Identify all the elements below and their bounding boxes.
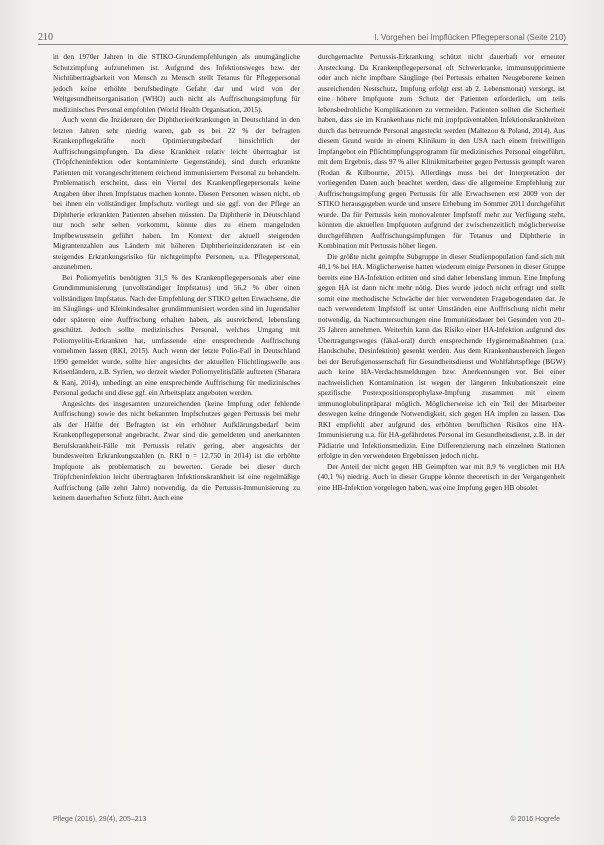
right-column	[318, 52, 565, 493]
left-column	[53, 52, 300, 504]
left-paragraph-1: in den 1970er Jahren in die STIKO-Grundempfehlungen als unumgängliche Schutzimpfung aufzunehmen ist. Aufgrund des Infektionsweges bzw. der Nichtübertragbarkeit von Mensch zu Mensch stellt Tetanus für Pflegepersonal jedoch keine erhöhte berufsbedingte Gefahr dar und wird von der Weltgesundheitsorganisation (WHO) auch nicht als Auffrischungsimpfung für medizinisches Personal empfohlen (World Health Organisation, 2015).	[53, 52, 300, 114]
right-paragraph-1: durchgemachte Pertussis-Erkrankung schützt nicht dauerhaft vor erneuter Ansteckung. Da Krankenpflegepersonal oft Schwerkranke, immunsupprimierte oder auch nicht impfbare Säuglinge (bei Pertussis erhalten Neugeborene keinen ausreichenden Nestschutz, Impfung erfolgt erst ab 2. Lebensmonat) versorgt, ist eine höhere Impfquote zum Schutz der Patienten erforderlich, um teils lebensbedrohliche Komplikationen zu vermeiden. Patienten sollten die Sicherheit haben, dass sie im Krankenhaus nicht mit impfpräventablen Infektionskrankheiten durch das betreuende Personal angesteckt werden (Maltezou & Poland, 2014). Aus diesem Grund wurde in einem Klinikum in den USA nach einem freiwilligen Impfangebot ein Pflichtimpfungsprogramm für medizinisches Personal eingeführt, mit dem Ergebnis, dass 97 % aller Klinikmitarbeiter gegen Pertussis geimpft waren (Rodan & Kilbourne, 2015). Allerdings muss bei der Interpretation der vorliegenden Daten auch beachtet werden, dass die allgemeine Empfehlung zur Auffrischungsimpfung gegen Pertussis für alle Erwachsenen erst 2009 von der STIKO herausgegeben wurde und unsere Erhebung im Sommer 2011 durchgeführt wurde. Da für Pertussis kein monovalenter Impfstoff mehr zur Verfügung steht, könnten die aktuellen Impfquoten aufgrund der zwischenzeitlich möglicherweise durchgeführten Auffrischungsimpfungen für Tetanus und Diphtherie in Kombination mit Pertussis höher liegen.	[318, 52, 565, 250]
page-number: 210	[38, 32, 53, 43]
footer-citation: Pflege (2016), 29(4), 205–213	[53, 816, 147, 823]
footer-publisher: © 2016 Hogrefe	[510, 816, 560, 823]
right-paragraph-2: Die größte nicht geimpfte Subgruppe in dieser Studienpopulation fand sich mit 40,1 % bei HA. Möglicherweise hatten wiederum einige Personen in dieser Gruppe bereits eine HA-Infektion erlitten und sind daher lebenslang immun. Eine Impfung gegen HA ist dann nicht mehr nötig. Dies wurde jedoch nicht erfragt und stellt somit eine methodische Schwäche der hier verwendeten Fragebogendaten dar. Je nach verwendetem Impfstoff ist unter Umständen eine Auffrischung nicht mehr notwendig, da Nachuntersuchungen eine Immunitätsdauer bei Gesunden von 20–25 Jahren annehmen. Weiterhin kann das Risiko einer HA-Infektion aufgrund des Übertragungsweges (fäkal-oral) durch entsprechende Hygienemaßnahmen (u.a. Handschuhe, Desinfektion) gesenkt werden. Aus dem Krankenhausbereich liegen bei der Berufsgenossenschaft für Gesundheitsdienst und Wohlfahrtspflege (BGW) auch keine HA-Verdachtsmeldungen bzw. Anerkennungen vor. Bei einer nachweislichen Kontamination ist wegen der längeren Inkubationszeit eine spezifische Postexpositionsprophylaxe-Impfung zusammen mit einem immunoglobulinpräparat möglich. Möglicherweise ich ein Teil der Mitarbeiter deswegen keine dringende Notwendigkeit, sich gegen HA impfen zu lassen. Das RKI empfiehlt aber aufgrund des erhöhten beruflichen Risikos eine HA-Immunisierung u.a. für HA-gefährdetes Personal im Gesundheitsdienst, z.B. in der Pädiatrie und Infektionsmedizin. Eine Differenzierung nach einzelnen Stationen erfolgte in den verwendeten Ergebnissen jedoch nicht.	[318, 251, 565, 460]
right-paragraph-3: Der Anteil der nicht gegen HB Geimpften war mit 8,9 % verglichen mit HA (40,1 %) niedrig. Auch in dieser Gruppe könnte theoretisch in der Vergangenheit eine HB-Infektion vorgelegen haben, was eine Impfung gegen HB obsolet	[318, 461, 565, 492]
left-paragraph-3: Bei Poliomyelitis benötigten 31,5 % des Krankenpflegepersonals aber eine Grundimmunisierung (unvollständiger Impfstatus) und 56,2 % über einen vollständigen Impfstatus. Nach der Empfehlung der STIKO gelten Erwachsene, die im Säuglings- und Kleinkindesalter grundimmunisiert worden sind im Jugendalter oder späteren eine Auffrischung erhalten haben, als ausreichend, lebenslang geschützt. Jedoch sollte medizinisches Personal, welches Umgang mit Poliomyelitis-Erkrankten hat, umfassende eine entsprechende Auffrischung vornehmen lassen (RKI, 2015). Auch wenn der letzte Polio-Fall in Deutschland 1990 gemeldet wurde, sollte hier angesichts der aktuellen Flüchtlingswelle aus Krisenländern, z.B. Syrien, wo derzeit wieder Poliomyelitisfälle auftreten (Sharara & Kanj, 2014), unbedingt an eine entsprechende Auffrischung für medizinisches Personal gedacht und diese ggf. ein Arbeitsplatz angeboten werden.	[53, 272, 300, 397]
running-head: I. Vorgehen bei Impflücken Pflegepersonal (Seite 210)	[374, 33, 566, 42]
left-paragraph-2: Auch wenn die Inzidenzen der Diphtherieerkrankungen in Deutschland in den letzten Jahren sehr niedrig waren, gab es bei 22 % der befragten Krankenpflegekräfte noch Optimierungsbedarf hinsichtlich der Auffrischungsimpfungen. Da diese Krankheit relativ leicht übertragbar ist (Tröpfcheninfektion oder kontaminierte Gegenstände), sind durch erkrankte Patienten mit vorangeschrittenem reichend immunisiertem Personal zu behandeln. Problematisch erscheint, dass ein Viertel des Krankenpflegepersonals keine Angaben über ihren Impfstatus machen konnte. Diesen Personen wissen nicht, ob bei ihnen ein vollständiger Impfschutz vorliegt und sie ggf. von der Pflege an Diphtherie erkrankten Patienten absehen müssten. Da Diphtherie in Deutschland nur noch sehr selten vorkommt, könnte dies zu einem mangelnden Impfbewusstsein geführt haben. Im Kontext der aktuell steigenden Migrantenzahlen aus Ländern mit höheren Diphtherieinzidenzraten ist ein steigendes Erkrankungsrisiko für nichtgeimpfte Personen, u.a. Pflegepersonal, anzunehmen.	[53, 115, 300, 271]
header-rule	[38, 44, 568, 45]
left-paragraph-4: Angesichts des insgesamten unzureichenden (keine Impfung oder fehlende Auffrischung) sowie des nicht bekannten Impfschutzes gegen Pertussis bei mehr als der Hälfte der Befragten ist ein erhöhter Aufklärungsbedarf beim Krankenpflegepersonal angebracht. Zwar sind die gemeldeten und anerkannten Berufskrankheit-Fälle mit Pertussis relativ gering, aber angesichts der bundesweiten Erkrankungszahlen (n. RKI n = 12.750 in 2014) ist die erhöhte Impfquote als problematisch zu bewerten. Gerade bei dieser durch Tröpfcheninfektion leicht übertragbaren Infektionskrankheit ist eine regelmäßige Auffrischung (alle zehn Jahre) notwendig, da die Pertussis-Immunisierung zu keinem dauerhaften Schutz führt. Auch eine	[53, 398, 300, 502]
